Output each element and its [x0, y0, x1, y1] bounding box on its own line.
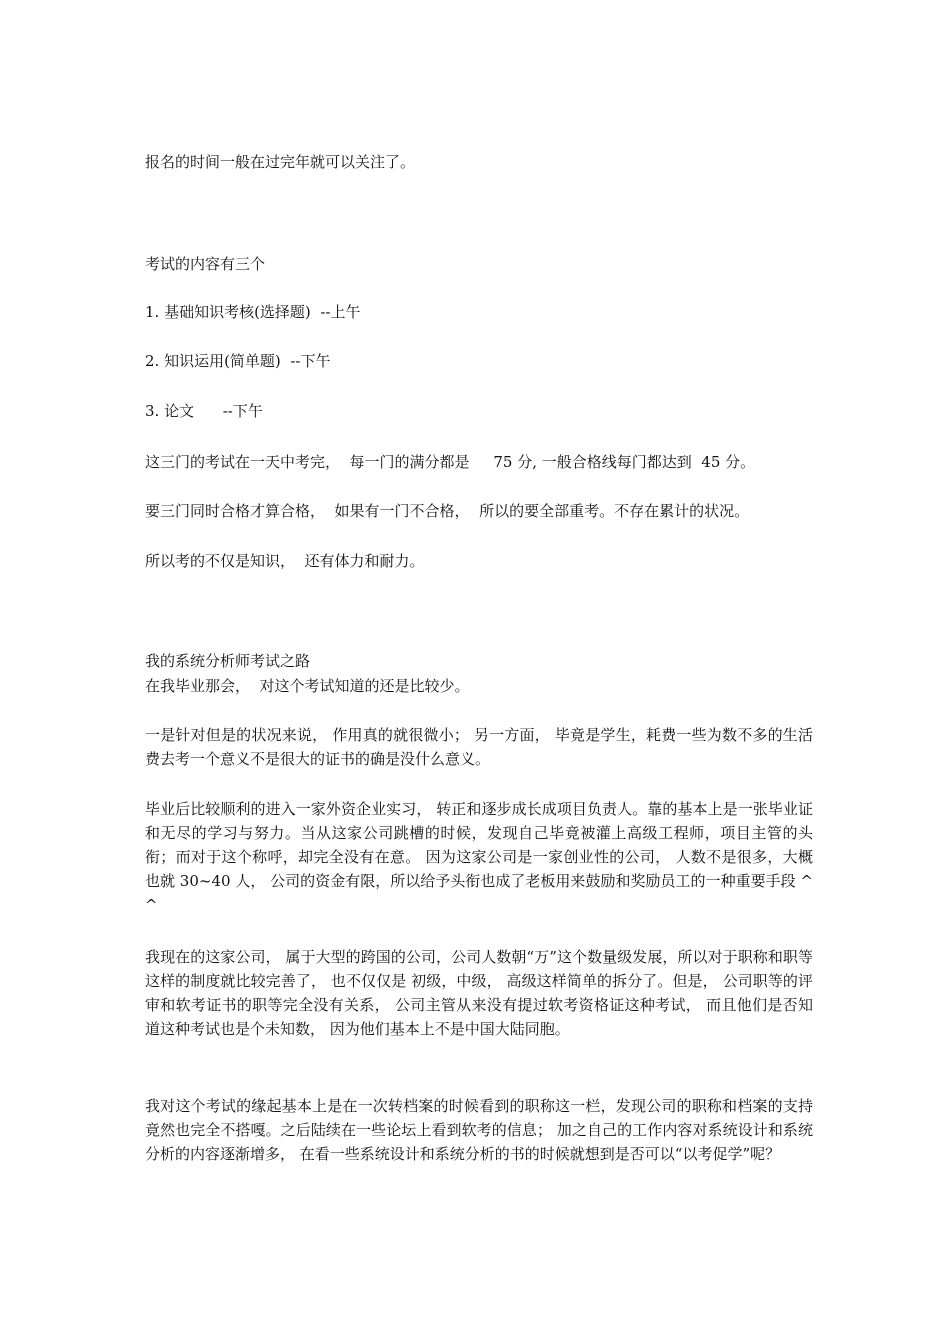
exam-content-intro: 考试的内容有三个	[145, 255, 266, 273]
exam-item-2: 2. 知识运用(简单题) --下午	[145, 352, 331, 370]
exam-item-1: 1. 基础知识考核(选择题) --上午	[145, 303, 361, 321]
stamina-paragraph: 所以考的不仅是知识， 还有体力和耐力。	[145, 552, 425, 570]
career-paragraph: 毕业后比较顺利的进入一家外资企业实习， 转正和逐步成长成项目负责人。靠的基本上是一张毕业证和无尽的学习与努力。当从这家公司跳槽的时候，发现自己毕竟被灌上高级工程师，项目主管的头衔；而对于这个称呼，却完全没有在意。 因为这家公司是一家创业性的公司， 人数不是很多，大概也就 30~40 人， 公司的资金有限，所以给予头衔也成了老板用来鼓励和奖励员工的一种重要手段 ^^	[145, 800, 813, 914]
exam-item-3: 3. 论文 --下午	[145, 402, 263, 420]
graduation-paragraph: 在我毕业那会， 对这个考试知道的还是比较少。	[145, 677, 470, 695]
origin-paragraph: 我对这个考试的缘起基本上是在一次转档案的时候看到的职称这一栏，发现公司的职称和档案的支持竟然也完全不搭嘎。之后陆续在一些论坛上看到软考的信息； 加之自己的工作内容对系统设计和系统分析的内容逐渐增多， 在看一些系统设计和系统分析的书的时候就想到是否可以“以考促学”呢？	[145, 1097, 813, 1163]
pass-rule-paragraph: 要三门同时合格才算合格， 如果有一门不合格， 所以的要全部重考。不存在累计的状况。	[145, 502, 750, 520]
section-title: 我的系统分析师考试之路	[145, 652, 311, 670]
current-company-paragraph: 我现在的这家公司， 属于大型的跨国的公司，公司人数朝“万”这个数量级发展，所以对于职称和职等这样的制度就比较完善了， 也不仅仅是 初级，中级， 高级这样简单的拆分了。但是， 公司职等的评审和软考证书的职等完全没有关系， 公司主管从来没有提过软考资格证这种考试， 而且他们是否知道这种考试也是个未知数， 因为他们基本上不是中国大陆同胞。	[145, 948, 813, 1038]
registration-paragraph: 报名的时间一般在过完年就可以关注了。	[145, 153, 416, 171]
scores-paragraph: 这三门的考试在一天中考完， 每一门的满分都是 75 分, 一般合格线每门都达到 45 分。	[145, 453, 756, 471]
reasons-paragraph: 一是针对但是的状况来说， 作用真的就很微小； 另一方面， 毕竟是学生，耗费一些为数不多的生活费去考一个意义不是很大的证书的确是没什么意义。	[145, 726, 813, 768]
